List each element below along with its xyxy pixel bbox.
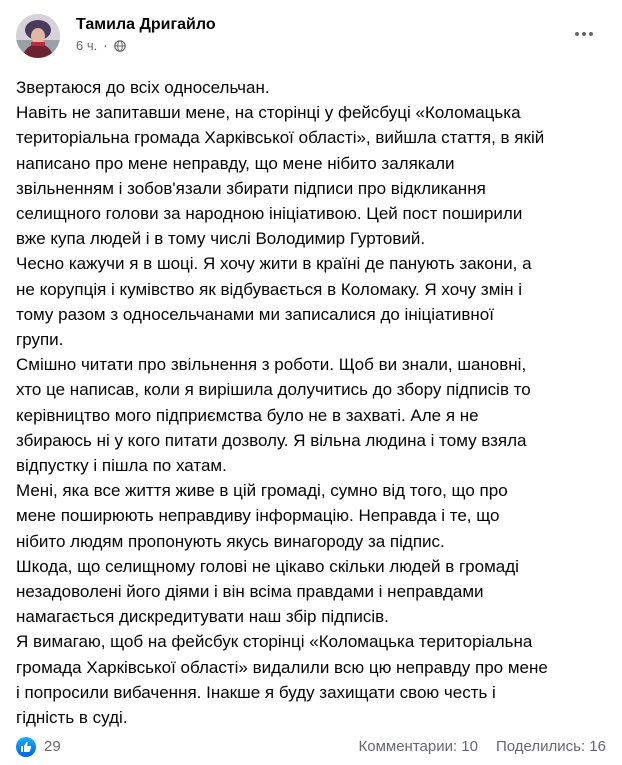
post-text-line: Навіть не запитавши мене, на сторінці у фейсбуці «Коломацька xyxy=(16,103,521,123)
post-text-line: громада Харківської області» видалили всю цю неправду про мене xyxy=(16,657,548,677)
meta-separator: · xyxy=(103,38,108,53)
post-header xyxy=(16,14,606,58)
post-text-line: Чесно кажучи я в шоці. Я хочу жити в країні де панують закони, а xyxy=(16,254,532,274)
post-text-line: не корупція і кумівство як відбувається в Коломаку. Я хочу змін і xyxy=(16,279,523,299)
shares-count[interactable]: Поделились: 16 xyxy=(496,738,606,755)
post-text-line: гідність в суді. xyxy=(16,708,128,728)
reactions-count[interactable]: 29 xyxy=(44,738,61,755)
post-text-line: і попросили вибачення. Інакше я буду захищати свою честь і xyxy=(16,682,496,702)
author-name[interactable]: Тамила Дригайло xyxy=(76,16,216,33)
post-text-line: вже купа людей і в тому числі Володимир Гуртовий. xyxy=(16,229,426,249)
post-text-line: Мені, яка все життя живе в цій громаді, сумно від того, що про xyxy=(16,481,508,501)
post-text-line: тому разом з односельчанами ми записалися до ініціативної xyxy=(16,304,494,324)
post-text-line: незадоволені його діями і він всіма правдами і неправдами xyxy=(16,582,484,602)
post-text-line: написано про мене неправду, що мене нібито залякали xyxy=(16,153,455,173)
post-text-line: Я вимагаю, щоб на фейсбук сторінці «Коломацька територіальна xyxy=(16,632,533,652)
avatar-photo xyxy=(16,14,60,58)
globe-icon[interactable] xyxy=(114,40,126,52)
comments-count[interactable]: Комментарии: 10 xyxy=(358,738,478,755)
post-text-line: Шкода, що селищному голові не цікаво скільки людей в громаді xyxy=(16,556,519,576)
post-text-line: Смішно читати про звільнення з роботи. Щоб ви знали, шановні, xyxy=(16,355,527,375)
post-text-line: Звертаюся до всіх односельчан. xyxy=(16,78,270,97)
post-text-line: хто це написав, коли я вирішила долучитись до збору підписів то xyxy=(16,380,531,400)
avatar[interactable] xyxy=(16,14,60,58)
post-stats xyxy=(359,738,607,755)
post-text-line: групи. xyxy=(16,330,64,350)
post-text-line: нібито людям пропонують якусь винагороду за підпис. xyxy=(16,531,445,551)
post-text-line: територіальна громада Харківської області», вийшла стаття, в якій xyxy=(16,128,545,148)
post-footer xyxy=(16,735,606,759)
post-time[interactable]: 6 ч. xyxy=(76,38,98,53)
post-text-line: збираюсь ні у кого питати дозволу. Я вільна людина і тому взяла xyxy=(16,430,527,450)
post-text-line: намагається дискредитувати наш збір підписів. xyxy=(16,607,389,627)
post-text-line: керівництво мого підприємства було не в захваті. Але я не xyxy=(16,405,479,425)
post-text-line: селищного голови за народною ініціативою. Цей пост поширили xyxy=(16,204,523,224)
post-text-line: звільненням і зобов'язали збирати підписи про відкликання xyxy=(16,178,486,198)
more-options-icon[interactable] xyxy=(566,20,602,48)
thumbs-up-icon[interactable] xyxy=(16,737,36,757)
post-text-line: мене поширюють неправдиву інформацію. Неправда і те, що xyxy=(16,506,500,526)
post-body-text xyxy=(16,75,612,730)
post-text-line: відпустку і пішла по хатам. xyxy=(16,456,227,476)
post-meta xyxy=(76,38,126,53)
